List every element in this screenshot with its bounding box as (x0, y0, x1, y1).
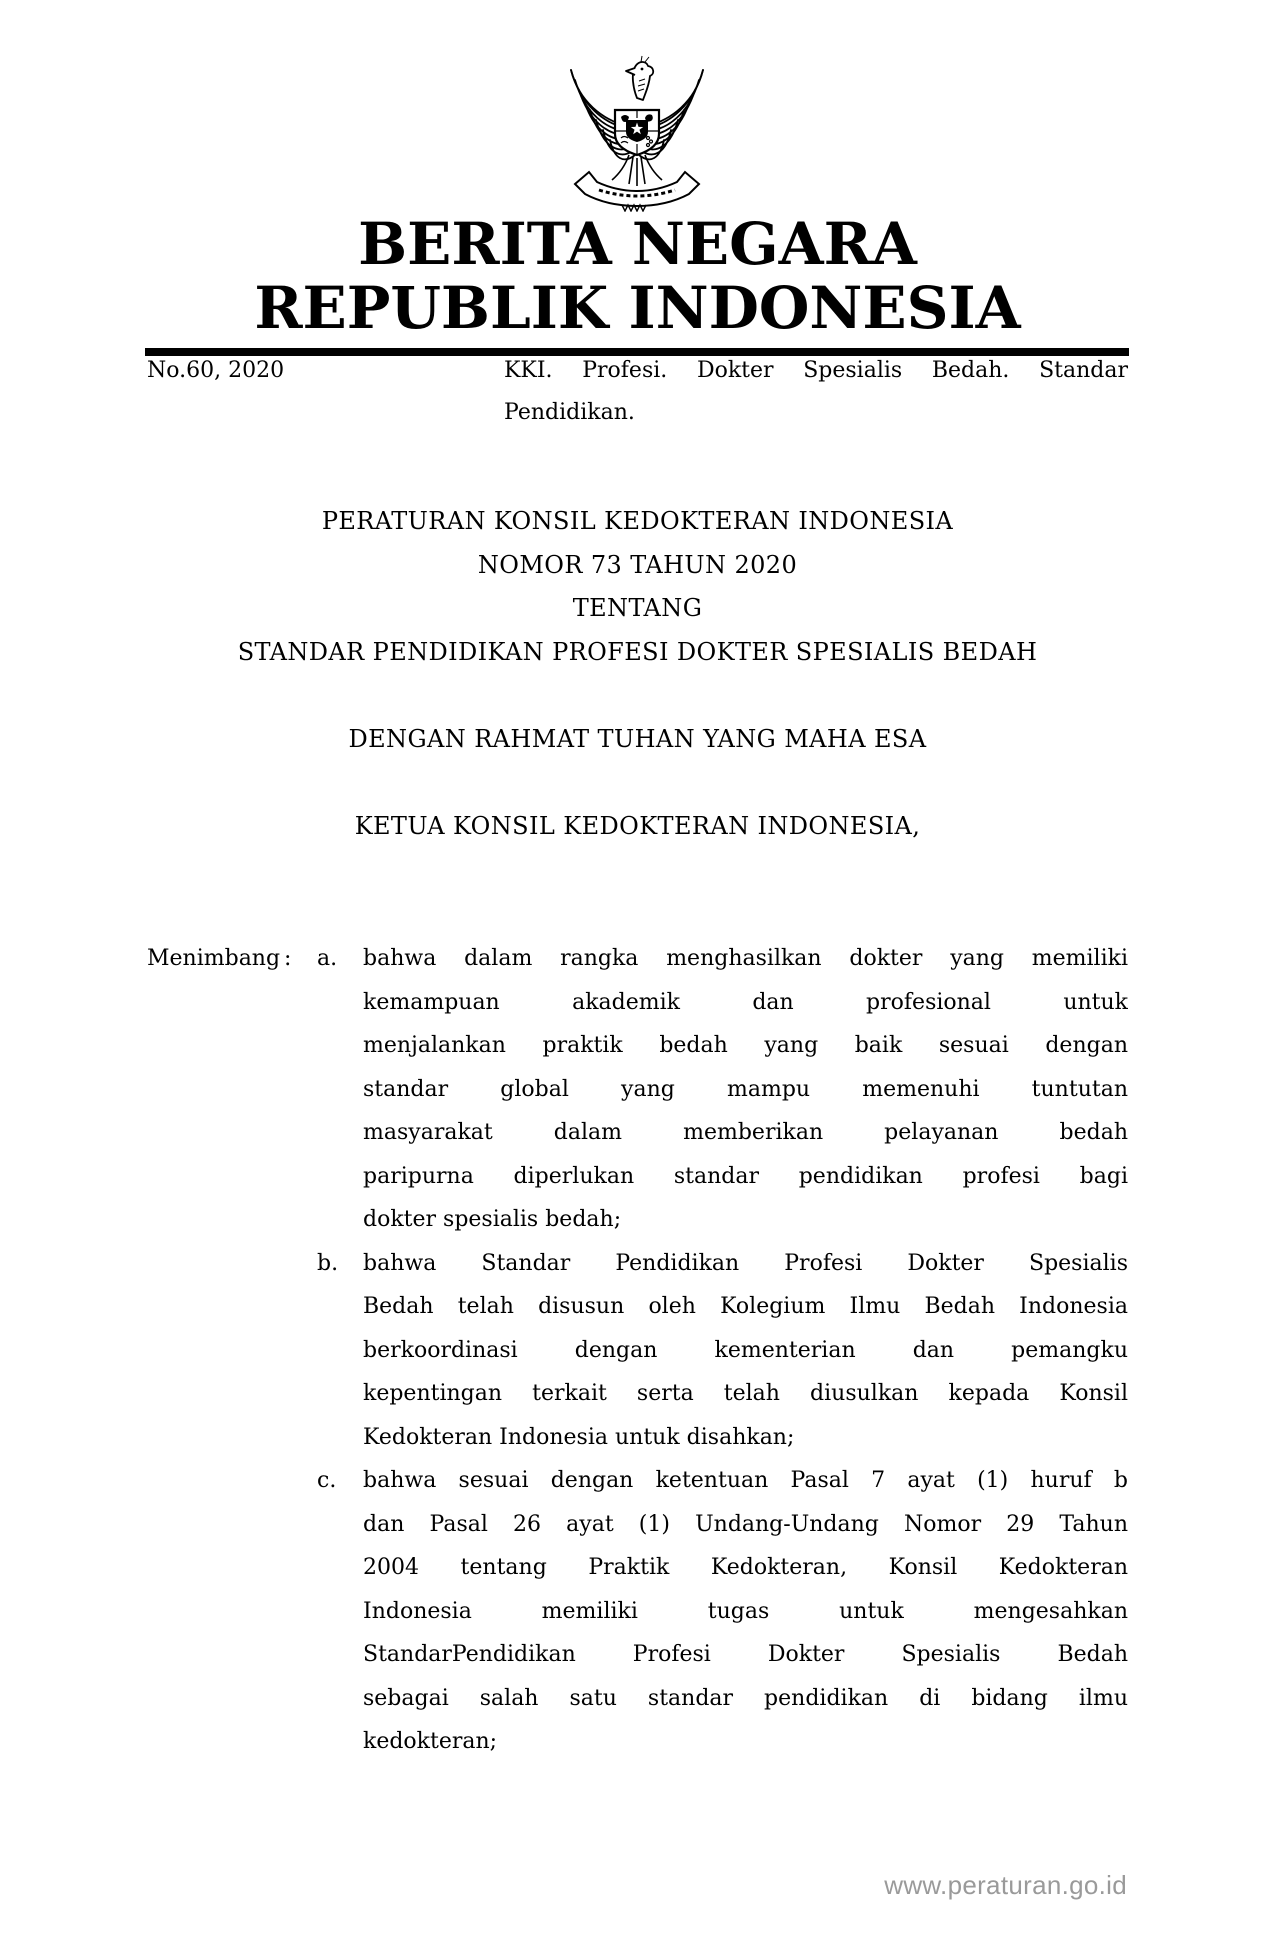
body-line: Bedah telah disusun oleh Kolegium Ilmu Bedah Indonesia (363, 1294, 1128, 1319)
body-line: dan Pasal 26 ayat (1) Undang-Undang Nomor 29 Tahun (363, 1511, 1128, 1537)
body-line: berkoordinasi dengan kementerian dan pemangku (363, 1337, 1128, 1363)
subject-line: KKI. Profesi. Dokter Spesialis Bedah. Standar (504, 358, 1128, 383)
body-line: Kedokteran Indonesia untuk disahkan; (363, 1424, 795, 1450)
body-line: standar global yang mampu memenuhi tuntutan (363, 1076, 1128, 1102)
considering-colon: : (284, 946, 292, 971)
title-line: PERATURAN KONSIL KEDOKTERAN INDONESIA (321, 507, 954, 535)
garuda-pancasila-emblem (565, 54, 709, 212)
body-line: StandarPendidikan Profesi Dokter Spesialis Bedah (363, 1642, 1128, 1667)
body-line: Indonesia memiliki tugas untuk mengesahkan (363, 1598, 1128, 1624)
title-line: NOMOR 73 TAHUN 2020 (477, 550, 798, 579)
body-line: paripurna diperlukan standar pendidikan profesi bagi (363, 1163, 1128, 1189)
body-line: kepentingan terkait serta telah diusulkan kepada Konsil (363, 1381, 1128, 1406)
body-line: dokter spesialis bedah; (363, 1207, 622, 1232)
edition-number: No.60, 2020 (147, 358, 285, 383)
masthead (0, 212, 1275, 340)
subject-line: Pendidikan. (504, 400, 635, 425)
invocation-line: DENGAN RAHMAT TUHAN YANG MAHA ESA (348, 725, 927, 753)
body-line: 2004 tentang Praktik Kedokteran, Konsil Kedokteran (363, 1555, 1128, 1580)
title-line: STANDAR PENDIDIKAN PROFESI DOKTER SPESIALIS BEDAH (237, 637, 1038, 666)
considering-body (363, 937, 1128, 1764)
masthead-line2: REPUBLIK INDONESIA (254, 274, 1021, 342)
body-line: sebagai salah satu standar pendidikan di bidang ilmu (363, 1685, 1128, 1711)
masthead-line1: BERITA NEGARA (358, 210, 917, 278)
considering-label: Menimbang (147, 946, 281, 971)
enacting-official-line: KETUA KONSIL KEDOKTERAN INDONESIA, (354, 812, 921, 840)
body-line: kemampuan akademik dan profesional untuk (363, 989, 1128, 1015)
item-marker-c: c. (317, 1468, 337, 1493)
item-marker-a: a. (317, 946, 338, 971)
footer-watermark: www.peraturan.go.id (884, 1870, 1127, 1900)
body-line: menjalankan praktik bedah yang baik sesuai dengan (363, 1033, 1128, 1058)
body-line: bahwa Standar Pendidikan Profesi Dokter Spesialis (363, 1250, 1128, 1276)
body-line: kedokteran; (363, 1729, 498, 1754)
body-line: masyarakat dalam memberikan pelayanan bedah (363, 1120, 1128, 1145)
regulation-title-block (0, 500, 1275, 674)
body-line: bahwa sesuai dengan ketentuan Pasal 7 ayat (1) huruf b (363, 1468, 1128, 1493)
item-marker-b: b. (317, 1250, 339, 1276)
body-line: bahwa dalam rangka menghasilkan dokter yang memiliki (363, 946, 1128, 971)
title-line: TENTANG (572, 594, 703, 622)
subject-abstract (504, 350, 1128, 434)
